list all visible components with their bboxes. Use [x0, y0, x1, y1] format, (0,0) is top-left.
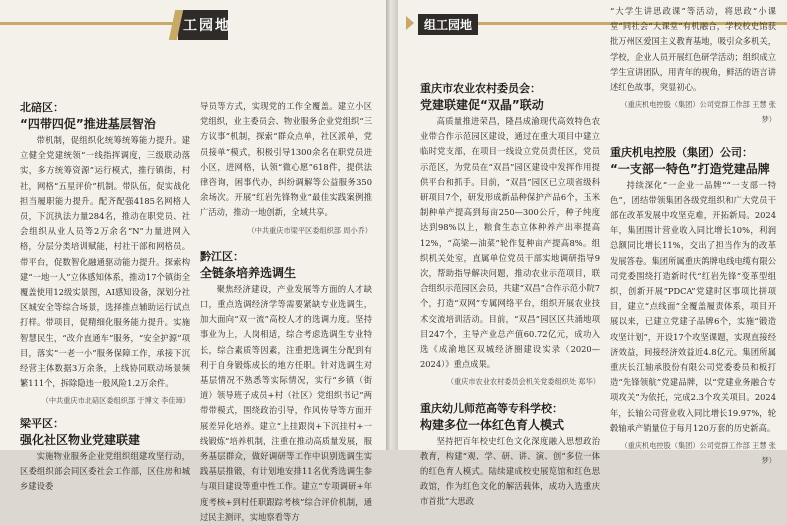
- article-byline: （重庆机电控股（集团）公司党群工作部 王慧 张梦）: [620, 441, 776, 466]
- article-body: 坚持把百年校史红色文化深度融入思想政治教育，构建“观、学、研、讲、演、创”多位一体的红色育人模式。陆续建成校史展览馆和红色思政馆，作为红色文化的解活载体，成功入选重庆市首批“大思政: [420, 435, 600, 507]
- article-region: 重庆机电控股（集团）公司：: [610, 145, 753, 159]
- article-byline: （中共重庆市北碚区委组织部 于博文 李佳璋）: [41, 396, 190, 406]
- article-region: 北碚区：: [20, 101, 64, 114]
- article-title: “四带四促”推进基层智治: [20, 117, 156, 131]
- article-body: 聚焦经济建设，产业发展等方面的人才缺口，重点选调经济学等需要紧缺专业选调生，加大面向“双一流”高校人才的选调力度。坚持事业为上，人岗相适，综合考虑选调生专业特长，综合素质等因素，注重把选调生分配到有利于自身锻炼成长的地方任职。针对选调生对基层情况不熟悉等实际情况，实行“乡镇（街道）领导班子成员+村（社区）党组织书记”两带带模式，围绕政治引导，作风传导等方面开展差异化培养。建立“上挂跟岗+下沉挂村+一线锻炼”培养机制，注重在推动高质量发展，服务基层群众，做好调研等工作中识别选调生实践基层推锻，有计划地安排11名优秀选调生参与项目建设等重中性工作。建立“专项调研+年度考核+到村任职跟踪考核”综合评价机制，通过民主测评，实地察看等方: [200, 283, 372, 522]
- article-title: 全链条培养选调生: [200, 265, 297, 280]
- article-body: “大学生讲思政课”等活动，将思政“小课堂”同社会“大课堂”有机融合，学校校史馆获批万州区爱国主义教育基地，吸引众多机关，学校，企业人员开展红色研学活动；组织成立学生宣讲团队，用青年的视角，鲜活的语言讲述红色故事，突显初心。: [610, 6, 776, 93]
- right-column-1: [420, 80, 600, 510]
- article-title: “一支部一特色”打造党建品牌: [610, 161, 770, 176]
- article-body: 持续深化“一企业一品牌”“一支部一特色”，团结带领集团各级党组织和广大党员干部在改革发展中攻坚克难，开拓新局。2024年，集团围计营业收入同比增长10%，利润总额同比增长11%，交出了担当作为的改革发展答卷。集团所属重庆鸽牌电线电缆有限公司党委围绕打造新时代“红岩先锋”变革型组织，创新开展“PDCA”党建时区事项比拼项目，建立“点线面”全覆盖履责体系，项目开展以来，已建立党建子品牌6个，实施“锻造攻坚计划”，开设17个攻坚课题，实现直接经济效益，间接经济效益近4.8亿元。集团所属重庆长江轴承股份有限公司党委委员和板打造“先锋领航”党建品牌，以“党建业务融合专项攻关”为依托，完成2.3个攻关项目。2024年，长轴公司营业收入同比增长19.97%，轮毂轴承产销量位于每月120万套的历史新高。: [610, 179, 776, 433]
- right-column-2: [610, 4, 776, 468]
- header-label-left: 工园地: [183, 18, 231, 34]
- article-body: 高质量推进荣昌，隆昌成渝现代高效特色农业带合作示范园区建设，通过在重大项目中建立临时党支部，在项目一线设立党员责任区，党员示范区，为党员在“双昌”园区建设中发挥作用提供平台和抓手。目前，“双昌”园区已立项省级科研项目7个，研发形成新品种保护产品6个，玉米制种单产提高到每亩250—300公斤，种子纯度达到98%以上，粮食生态立体种养产出率提高12%，“高梁—油菜”轮作复种亩产提高8%。组织机关处室，直属单位党员干部实地调研指导9次，帮助指导解决问题，推动农业示范项目，联合组织示范园区会员，共建“双昌”合作示范小院7个，打造“双网”专属网络平台，组织开展农业技术交流培训活动。目前，“双昌”园区区共涌地项目247个，主导产业总产值60.72亿元，成功入选《成渝地区双城经济圈建设实录（2020—2024）》重点成果。: [420, 116, 600, 370]
- left-column-2: [200, 99, 372, 525]
- left-page: [0, 0, 386, 522]
- article-region: 重庆市农业农村委员会：: [420, 82, 541, 95]
- header-marker-icon: [406, 16, 414, 30]
- article-title: 强化社区物业党建联建: [20, 432, 141, 447]
- article-region: 重庆幼儿师范高等专科学校：: [420, 401, 563, 415]
- article-region: 梁平区：: [20, 416, 64, 430]
- article-body: 实施物业服务企业党组织组建攻坚行动，区委组织部会同区委社会工作部，区住房和城乡建设委: [20, 450, 190, 492]
- right-page: [398, 0, 787, 507]
- article-body: 导员等方式，实现党的工作全覆盖。建立小区党组织，业主委员会、物业服务企业党组织“三方议事”机制，探索“群众点单，社区派单，党员接单”模式，积极引导1300余名在职党员进小区，进网格，认领“微心愿”618件，提供法律咨询，困事代办，纠纷调解等公益服务350余场次。开展“红岩先锋物业”最佳实践案例推广活动，推动一地创新，全域共享。: [200, 101, 372, 218]
- book-gutter: [386, 0, 398, 450]
- article-title: 党建联建促“双晶”联动: [420, 98, 544, 112]
- header-label-right: 组工园地: [418, 14, 478, 35]
- article-body: 带机制，促组织化统筹统筹能力提升。建立健全党建统领“一线指挥调度，三级联动落实，多方统筹资源”运行模式，推行镇街，村社，网格“五星评价”机制。带队伍，促实战化担当履职能力提升。配齐配强4185名网格人员，下沉执法力量284名，推动在职党员、社会组织从业人员等2万余名“N”力量进网入格，分层分类培训赋能，村社干部和网格员。带平台，促数智化融通驱动能力提升。探索构建“一地一人”立体感知体系，推动17个镇街全覆盖使用12级实景图，AI感知设备，深划分社区城安全等综合场景，选择推点辅助运行试点打样。带项目，促精细化服务能力提升。实施智慧民生，“改介直通车”服务，“安全护源”项目，落实“一老一小”服务保障工作，承接下沉经营主体数据3万余条，上线协同联动场景频繁111个，拆除隐违一般风险1.2万余件。: [20, 135, 190, 389]
- header-bar-left: [0, 22, 175, 25]
- article-byline: （重庆机电控股（集团）公司党群工作部 王慧 张梦）: [620, 100, 776, 125]
- left-column-1: [20, 99, 190, 494]
- article-title: 构建多位一体红色育人模式: [420, 417, 565, 432]
- article-region: 黔江区：: [200, 249, 244, 263]
- article-byline: （中共重庆市梁平区委组织部 周小乔）: [247, 225, 372, 235]
- article-byline: （重庆市农业农村委员会机关党委组织处 郑华）: [446, 377, 600, 387]
